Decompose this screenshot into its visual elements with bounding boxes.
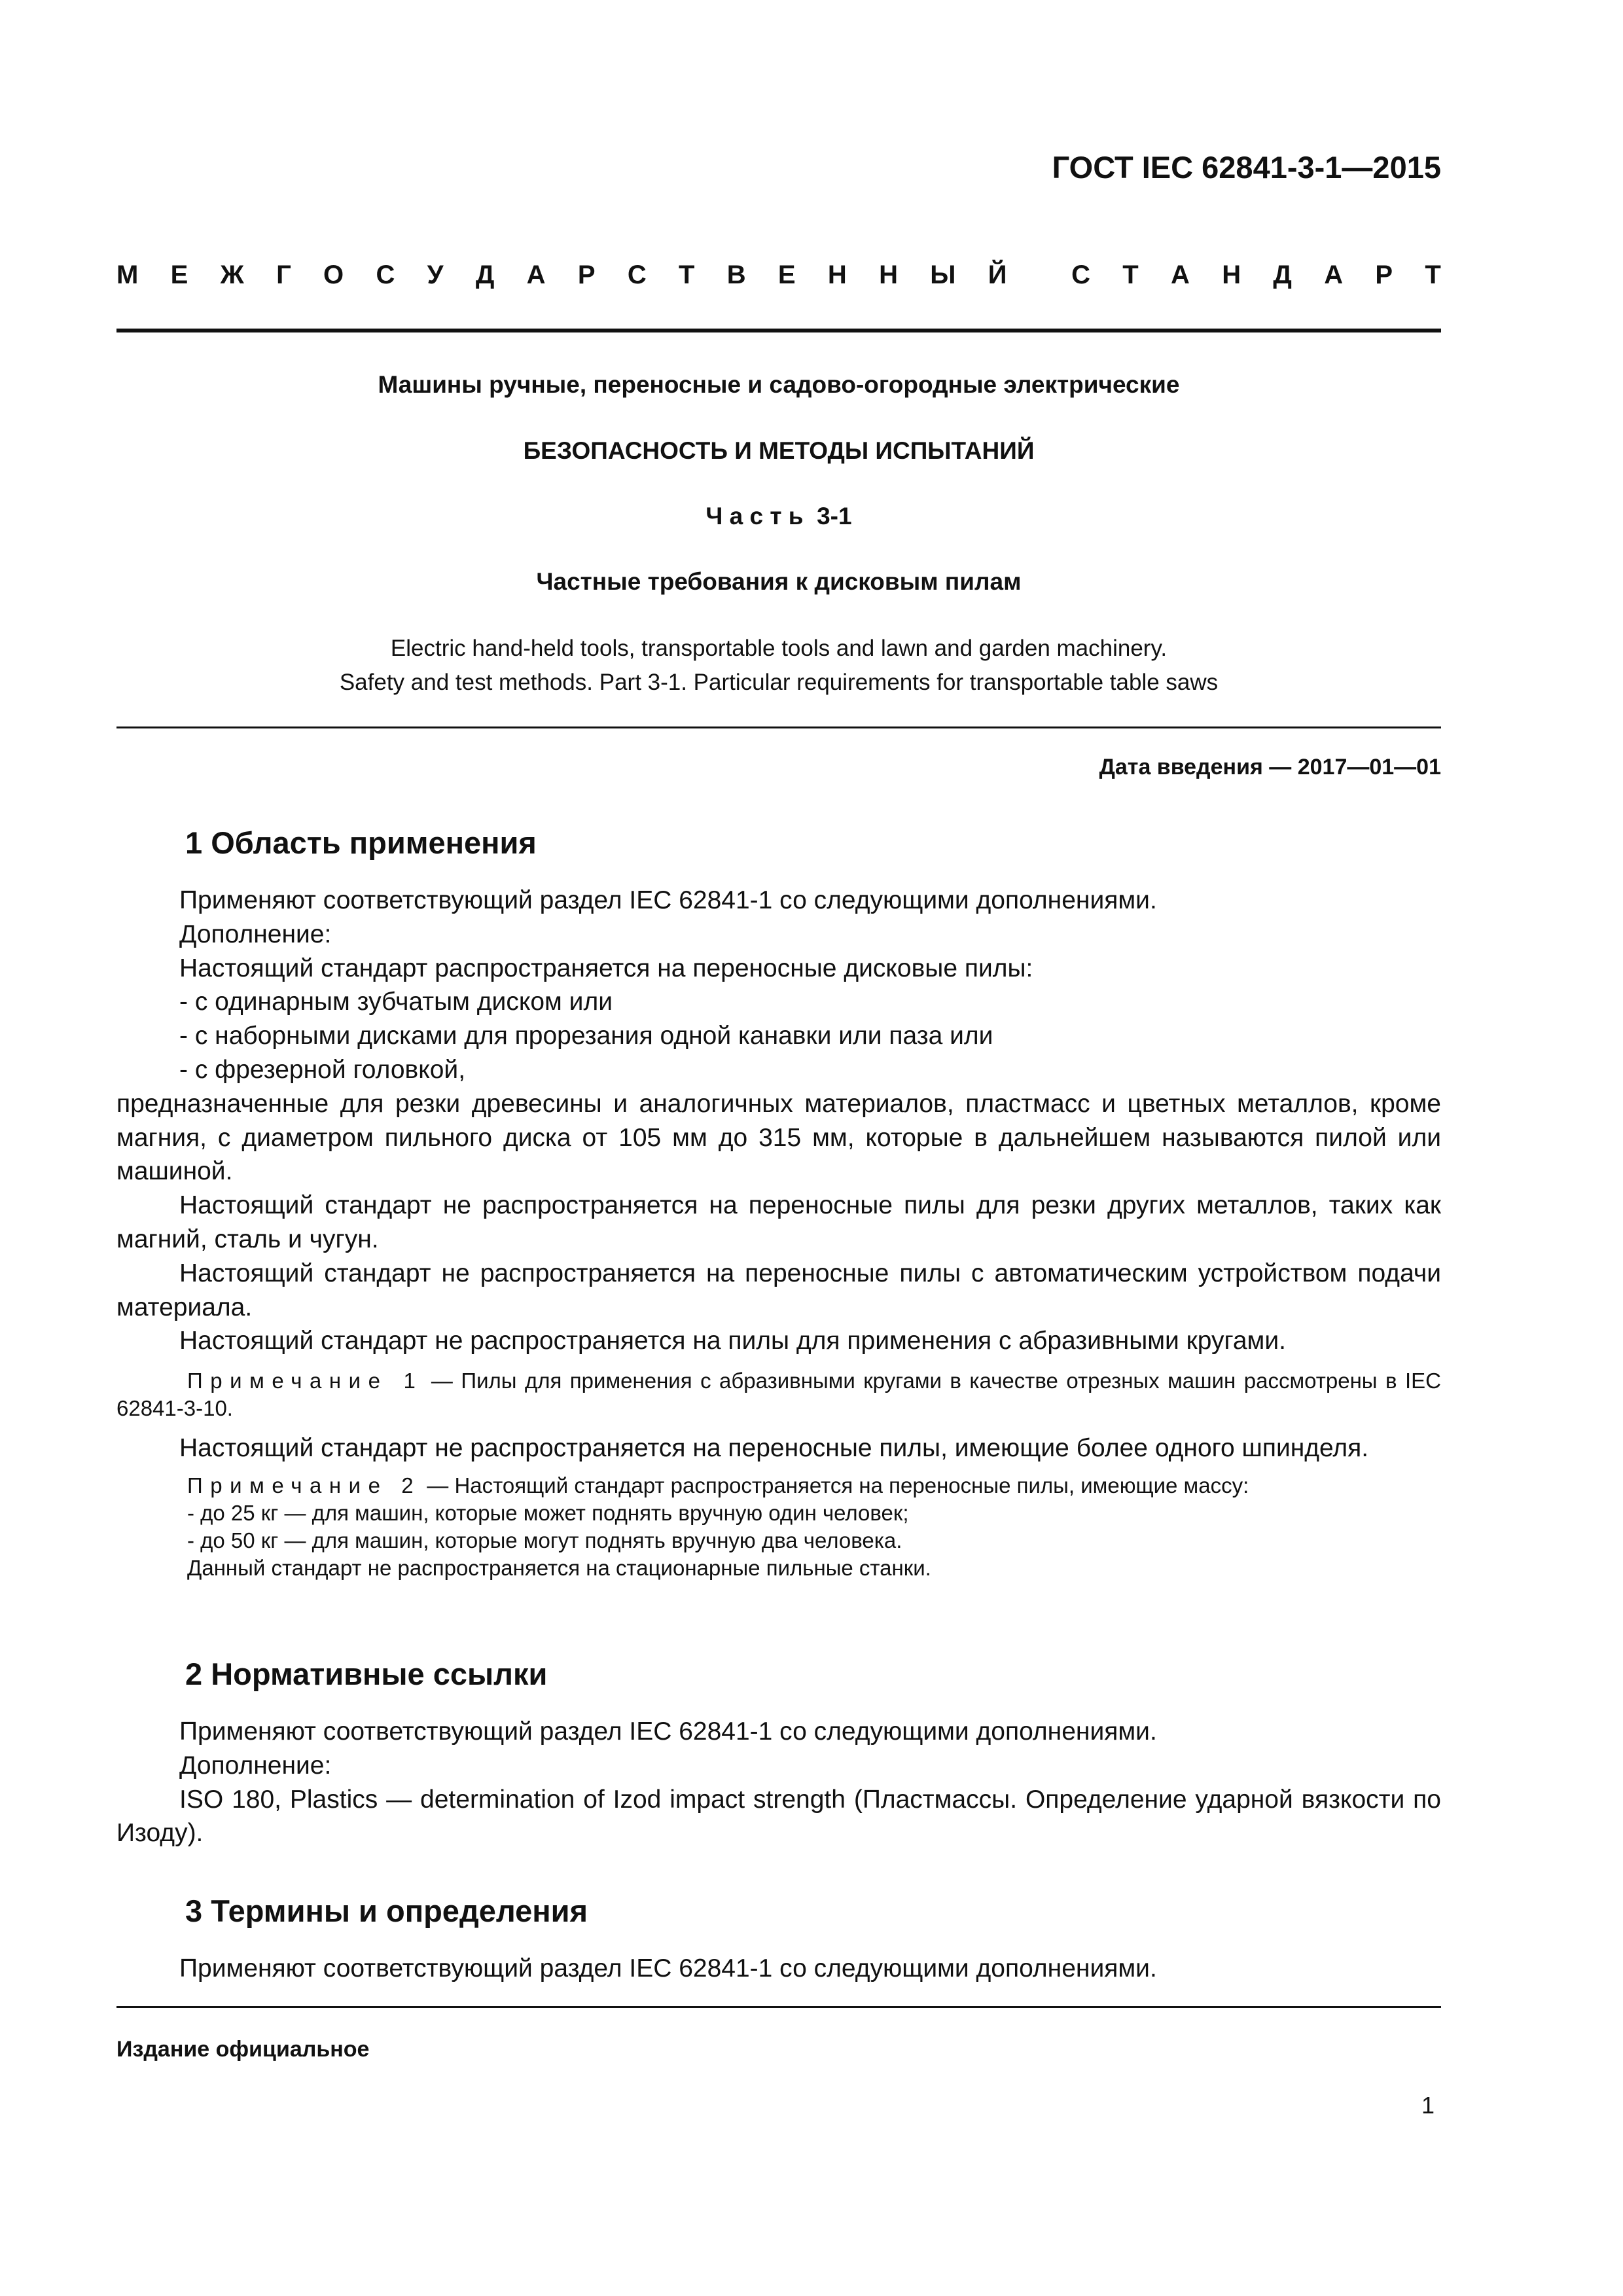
title-line-3: Частные требования к дисковым пилам xyxy=(536,568,1022,595)
title-line-1: Машины ручные, переносные и садово-огородные электрические xyxy=(378,371,1180,398)
standard-type-letter: Й xyxy=(988,260,1007,289)
paragraph: Применяют соответствующий раздел IEC 62841-1 со следующими дополнениями. xyxy=(179,1954,1157,1982)
section-3-body xyxy=(116,1952,1441,1986)
standard-type-letter: Е xyxy=(170,260,188,289)
standard-type-letter: Т xyxy=(679,260,695,289)
paragraph: Настоящий стандарт не распространяется на переносные пилы с автоматическим устройством подачи материала. xyxy=(116,1259,1441,1321)
standard-type-letter: Р xyxy=(1375,260,1393,289)
introduction-date: Дата введения — 2017—01—01 xyxy=(1099,755,1441,780)
standard-type-letter: А xyxy=(1171,260,1190,289)
standard-type-letter: А xyxy=(526,260,546,289)
paragraph: Настоящий стандарт распространяется на переносные дисковые пилы: xyxy=(179,954,1033,982)
list-item: - с одинарным зубчатым диском или xyxy=(179,988,613,1016)
paragraph: предназначенные для резки древесины и аналогичных материалов, пластмасс и цветных металлов, кроме магния, с диаметром пильного диска от 105 мм до 315 мм, которые в дальнейшем называются пилой или машиной. xyxy=(116,1089,1441,1186)
footer-rule xyxy=(116,2006,1441,2008)
standard-type-letter: Н xyxy=(1222,260,1241,289)
note-1 xyxy=(116,1367,1441,1422)
standard-type-letter: В xyxy=(726,260,746,289)
section-2-body xyxy=(116,1715,1441,1850)
paragraph: Применяют соответствующий раздел IEC 62841-1 со следующими дополнениями. xyxy=(179,1717,1157,1746)
standard-type-letter: Р xyxy=(577,260,596,289)
paragraph: Дополнение: xyxy=(179,920,332,948)
title-rule xyxy=(116,726,1441,728)
note-text: — Пилы для применения с абразивными кругами в качестве отрезных машин рассмотрены в IEC 62841-3-10. xyxy=(116,1369,1441,1421)
standard-type-letter: У xyxy=(427,260,444,289)
list-item: - с наборными дисками для прорезания одной канавки или паза или xyxy=(179,1022,993,1050)
section-1-body xyxy=(116,884,1441,1582)
paragraph: Настоящий стандарт не распространяется на пилы для применения с абразивными кругами. xyxy=(179,1327,1286,1355)
note-2 xyxy=(116,1472,1441,1499)
note-list-item: - до 50 кг — для машин, которые могут поднять вручную два человека. xyxy=(187,1528,902,1552)
note-label: Примечание 1 xyxy=(187,1369,423,1393)
standard-type-letter: Ы xyxy=(930,260,956,289)
section-1-heading: 1 Область применения xyxy=(185,825,537,860)
standard-type-letter: С xyxy=(1071,260,1090,289)
standard-type-letter: С xyxy=(627,260,647,289)
title-en-line-2: Safety and test methods. Part 3-1. Particular requirements for transportable table saws xyxy=(339,670,1219,695)
official-edition-label: Издание официальное xyxy=(116,2037,370,2062)
standard-type-letter: Е xyxy=(777,260,796,289)
standard-type-letter: Н xyxy=(879,260,898,289)
section-3-heading: 3 Термины и определения xyxy=(185,1893,588,1928)
standard-type-letter: А xyxy=(1324,260,1344,289)
standard-type-letter: Т xyxy=(1425,260,1441,289)
standard-type-letter: Д xyxy=(475,260,495,289)
standard-type-letter: Т xyxy=(1122,260,1139,289)
document-number: ГОСТ IEC 62841-3-1—2015 xyxy=(1052,150,1441,185)
list-item: - с фрезерной головкой, xyxy=(179,1055,466,1084)
note-list-item: - до 25 кг — для машин, которые может поднять вручную один человек; xyxy=(187,1500,909,1525)
header-rule xyxy=(116,329,1441,332)
paragraph: Настоящий стандарт не распространяется на переносные пилы для резки других металлов, таких как магний, сталь и чугун. xyxy=(116,1191,1441,1253)
paragraph: Настоящий стандарт не распространяется на переносные пилы, имеющие более одного шпинделя. xyxy=(179,1434,1369,1463)
paragraph: Дополнение: xyxy=(179,1751,332,1780)
title-part: Ч а с т ь 3-1 xyxy=(705,503,852,529)
note-list-item: Данный стандарт не распространяется на стационарные пильные станки. xyxy=(187,1555,931,1580)
section-2-heading: 2 Нормативные ссылки xyxy=(185,1657,548,1691)
standard-type-letter: О xyxy=(323,260,344,289)
paragraph: Применяют соответствующий раздел IEC 62841-1 со следующими дополнениями. xyxy=(179,886,1157,914)
standard-type-letter: Г xyxy=(276,260,291,289)
note-text: — Настоящий стандарт распространяется на переносные пилы, имеющие массу: xyxy=(421,1473,1249,1498)
note-label: Примечание 2 xyxy=(187,1473,421,1498)
paragraph: ISO 180, Plastics — determination of Izod impact strength (Пластмассы. Определение ударной вязкости по Изоду). xyxy=(116,1785,1441,1848)
standard-type-heading xyxy=(116,260,1441,290)
standard-type-letter: Ж xyxy=(220,260,244,289)
title-line-2: БЕЗОПАСНОСТЬ И МЕТОДЫ ИСПЫТАНИЙ xyxy=(523,437,1035,464)
page-number: 1 xyxy=(1421,2092,1435,2119)
standard-type-letter: С xyxy=(376,260,395,289)
title-en-line-1: Electric hand-held tools, transportable tools and lawn and garden machinery. xyxy=(390,636,1168,661)
standard-type-letter: Д xyxy=(1273,260,1292,289)
standard-type-letter: М xyxy=(116,260,139,289)
standard-type-letter: Н xyxy=(827,260,847,289)
